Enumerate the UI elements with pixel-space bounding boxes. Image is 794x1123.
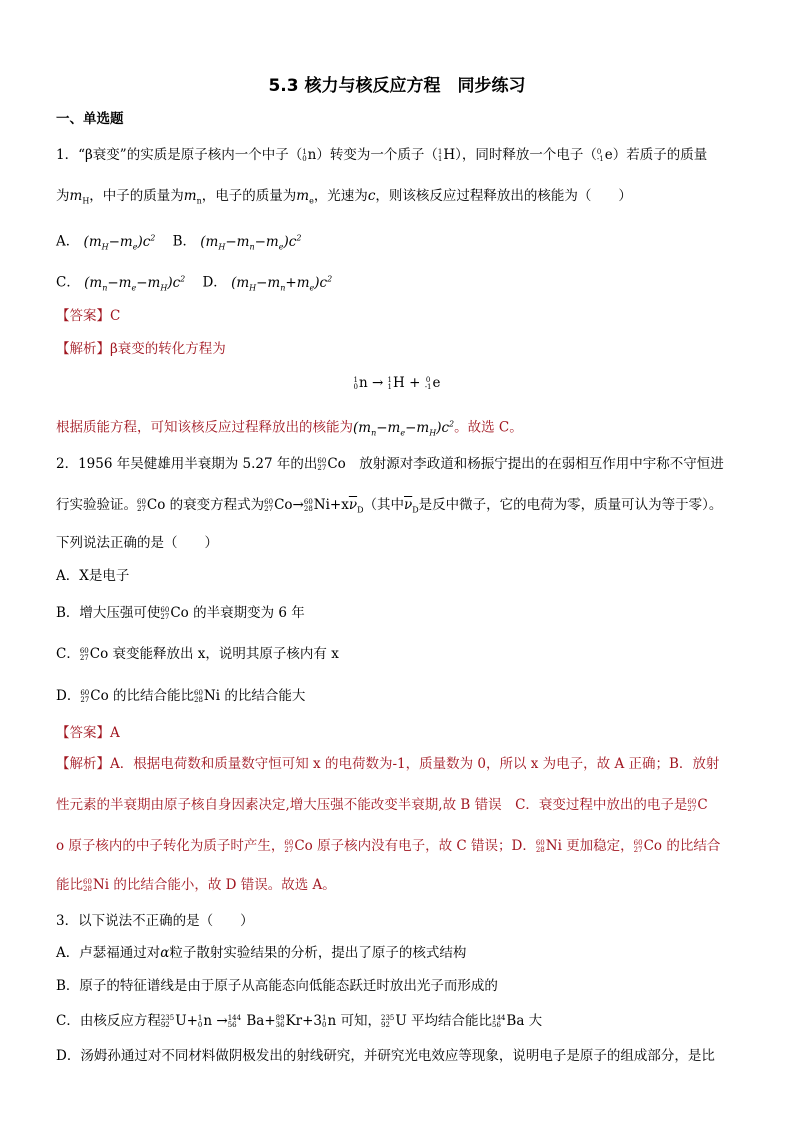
question-1-answer: 【答案】C <box>56 308 121 324</box>
question-3-option-c: C．由核反应方程 235 92 U+ 1 0 n → 144 56 Ba+ 89 36 Kr+3 1 0 n 可知， 235 92 U 平均结合能比 144 56 Ba 大 <box>56 1013 543 1029</box>
question-1-analysis: 【解析】β衰变的转化方程为 <box>56 341 226 357</box>
question-2-line-2: 行实验验证。 60 27 Co 的衰变方程式为 60 27 Co→ 60 28 $Ni+x\overline{\nu}_D$（其中$\overline{\nu}_D$是反中微子，它的电荷为零，质量可认为等于零）。 <box>56 497 723 515</box>
question-2-option-b: B．增大压强可使 60 27 Co 的半衰期变为 6 年 <box>56 605 305 621</box>
question-2-answer: 【答案】A <box>56 725 120 741</box>
question-1-options-cd: C． $(m_n-m_e-m_H)c^2$ D． $(m_H-m_n+m_e)c^2$ <box>56 274 333 293</box>
question-2-analysis-line-4: 能比 60 28 Ni 的比结合能小，故 D 错误。故选 A。 <box>56 877 336 893</box>
question-3-option-d: D．汤姆孙通过对不同材料做阴极发出的射线研究，并研究光电效应等现象，说明电子是原子的组成部分，是比 <box>56 1048 715 1064</box>
section-heading: 一、单选题 <box>56 111 124 127</box>
question-2-analysis-line-2: 性元素的半衰期由原子核自身因素决定,增大压强不能改变半衰期,故 B 错误 C．衰变过程中放出的电子是 60 27 C <box>56 797 708 813</box>
question-2-option-c: C． 60 27 Co 衰变能释放出 x，说明其原子核内有 x <box>56 646 339 662</box>
question-2-line-3: 下列说法正确的是（ ） <box>56 535 218 551</box>
question-2-analysis-line-1: 【解析】A．根据电荷数和质量数守恒可知 x 的电荷数为-1，质量数为 0，所以 x 为电子，故 A 正确；B．放射 <box>56 756 720 772</box>
question-1-conclusion: 根据质能方程，可知该核反应过程释放出的核能为$(m_n-m_e-m_H)c^2$。故选 C。 <box>56 419 523 438</box>
question-2-option-a: A．X是电子 <box>56 568 130 584</box>
question-1-equation: 1 0 n → 1 1 H + 0 -1 e <box>353 375 441 391</box>
question-1-line-2: 为$m_H$，中子的质量为$m_n$，电子的质量为$m_e$，光速为c，则该核反应过程释放出的核能为（ ） <box>56 188 632 206</box>
question-3-stem: 3．以下说法不正确的是（ ） <box>56 913 254 929</box>
question-2-line-1: 2．1956 年吴健雄用半衰期为 5.27 年的出 60 27 Co 放射源对李政道和杨振宁提出的在弱相互作用中宇称不守恒进 <box>56 456 724 472</box>
question-2-option-d: D． 60 27 Co 的比结合能比 60 28 Ni 的比结合能大 <box>56 688 306 704</box>
question-3-option-a: A．卢瑟福通过对α粒子散射实验结果的分析，提出了原子的核式结构 <box>56 945 467 961</box>
question-3-option-b: B．原子的特征谱线是由于原子从高能态向低能态跃迁时放出光子而形成的 <box>56 978 498 994</box>
question-1-line-1: 1．“β衰变”的实质是原子核内一个中子（ 1 0 n）转变为一个质子（ 1 1 H），同时释放一个电子（ 0 -1 e）若质子的质量 <box>56 147 708 163</box>
question-2-analysis-line-3: o 原子核内的中子转化为质子时产生， 60 27 Co 原子核内没有电子，故 C 错误；D． 60 28 Ni 更加稳定， 60 27 Co 的比结合 <box>56 838 721 854</box>
question-1-options-ab: A． $(m_H-m_e)c^2$ B． $(m_H-m_n-m_e)c^2$ <box>56 233 302 252</box>
page-title: 5.3 核力与核反应方程 同步练习 <box>268 76 526 96</box>
